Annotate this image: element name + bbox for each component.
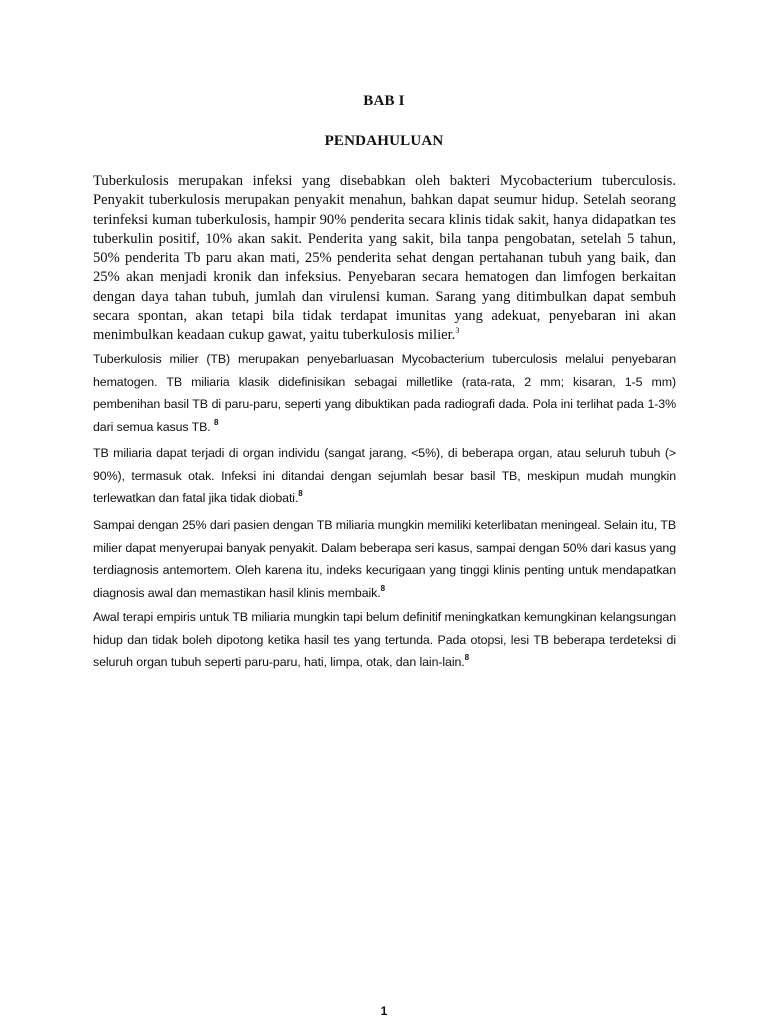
paragraph-text: Sampai dengan 25% dari pasien dengan TB miliaria mungkin memiliki keterlibatan meningeal. Selain itu, TB milier dapat menyerupai banyak penyakit. Dalam beberapa seri kasus, sampai dengan 50% dari kasus yang terdiagnosis antemortem. Oleh karena itu, indeks kecurigaan yang tinggi klinis penting untuk mendapatkan diagnosis awal dan memastikan hasil klinis membaik. [93,518,676,600]
paragraph-text: Tuberkulosis milier (TB) merupakan penyebarluasan Mycobacterium tuberculosis melalui penyebaran hematogen. TB miliaria klasik didefinisikan sebagai milletlike (rata-rata, 2 mm; kisaran, 1-5 mm) pembenihan basil TB di paru-paru, seperti yang dibuktikan pada radiografi dada. Pola ini terlihat pada 1-3% dari semua kasus TB. [93,352,676,434]
reference-marker: 3 [455,325,460,335]
chapter-number: BAB I [363,93,405,109]
paragraph-5 [93,606,676,674]
paragraph-4 [93,514,676,604]
paragraph-1 [93,172,676,346]
paragraph-3 [93,442,676,510]
page-number: 1 [380,1004,388,1018]
reference-marker: 8 [464,653,469,663]
reference-marker: 8 [298,489,303,499]
paragraph-text: TB miliaria dapat terjadi di organ individu (sangat jarang, <5%), di beberapa organ, atau seluruh tubuh (> 90%), termasuk otak. Infeksi ini ditandai dengan sejumlah besar basil TB, meskipun mudah mungkin terlewatkan dan fatal jika tidak diobati. [93,446,676,506]
chapter-title: PENDAHULUAN [324,133,444,149]
paragraph-text: Tuberkulosis merupakan infeksi yang disebabkan oleh bakteri Mycobacterium tuberculosis. Penyakit tuberkulosis merupakan penyakit menahun, bahkan dapat seumur hidup. Setelah seorang terinfeksi kuman tuberkulosis, hampir 90% penderita secara klinis tidak sakit, hanya didapatkan tes tuberkulin positif, 10% akan sakit. Penderita yang sakit, bila tanpa pengobatan, setelah 5 tahun, 50% penderita Tb paru akan mati, 25% penderita sehat dengan pertahanan tubuh yang baik, dan 25% akan menjadi kronik dan infeksius. Penyebaran secara hematogen dan limfogen berkaitan dengan daya tahan tubuh, jumlah dan virulensi kuman. Sarang yang ditimbulkan dapat sembuh secara spontan, akan tetapi bila tidak terdapat imunitas yang adekuat, penyebaran ini akan menimbulkan keadaan cukup gawat, yaitu tuberkulosis milier. [93,173,676,344]
reference-marker: 8 [380,583,385,593]
paragraph-text: Awal terapi empiris untuk TB miliaria mungkin tapi belum definitif meningkatkan kemungkinan kelangsungan hidup dan tidak boleh dipotong ketika hasil tes yang tertunda. Pada otopsi, lesi TB beberapa terdeteksi di seluruh organ tubuh seperti paru-paru, hati, limpa, otak, dan lain-lain. [93,610,676,670]
paragraph-2 [93,348,676,438]
reference-marker: 8 [213,417,219,427]
